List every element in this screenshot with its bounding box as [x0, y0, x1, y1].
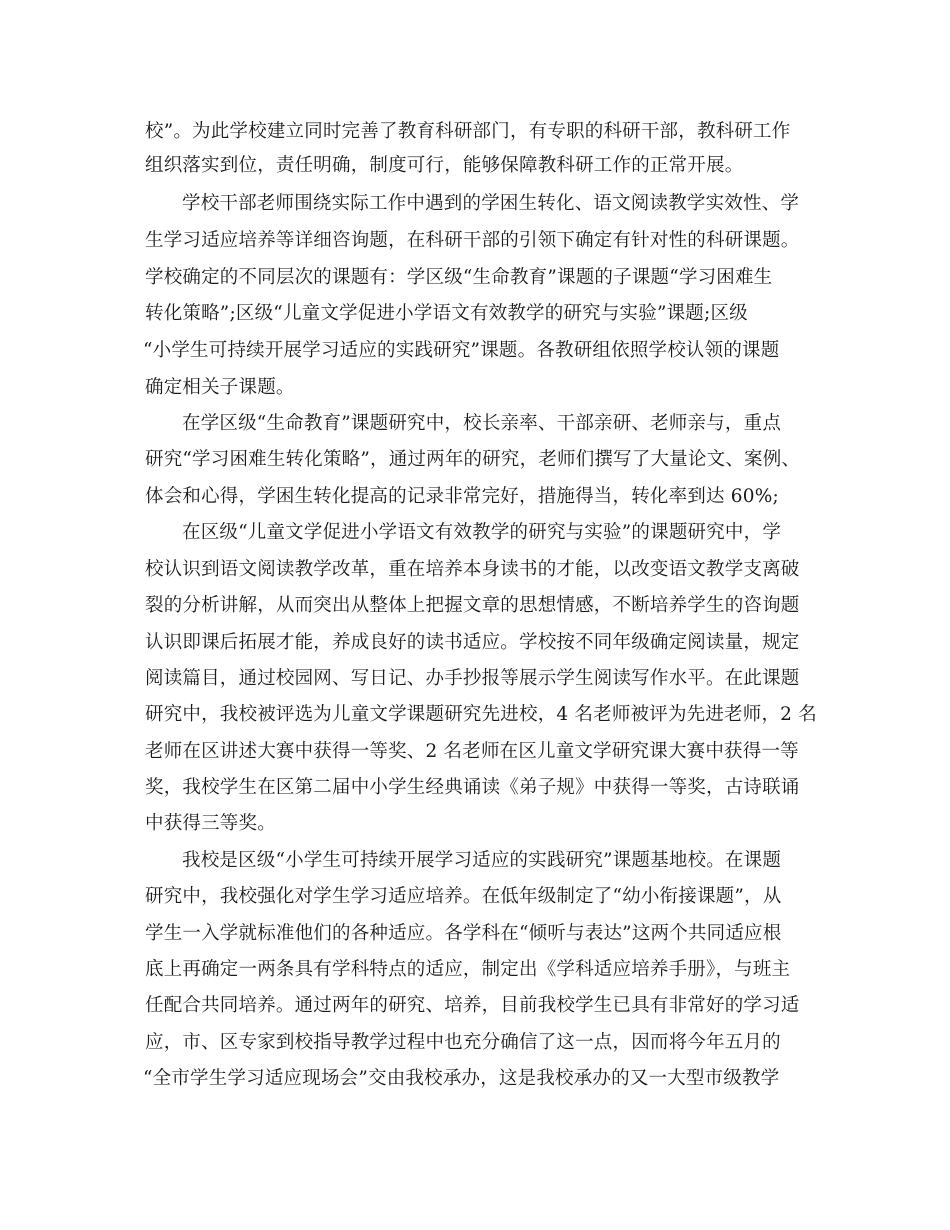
paragraph-start-line: 在区级“儿童文学促进小学语文有效教学的研究与实验”的课题研究中，学	[182, 522, 782, 543]
text-line: 校认识到语文阅读教学改革，重在培养本身读书的才能，以改变语文教学支离破	[145, 559, 800, 580]
text-line: 认识即课后拓展才能，养成良好的读书适应。学校按不同年级确定阅读量，规定	[145, 632, 800, 653]
text-line: 老师在区讲述大赛中获得一等奖、2 名老师在区儿童文学研究课大赛中获得一等	[145, 741, 799, 762]
text-line: 裂的分析讲解，从而突出从整体上把握文章的思想情感，不断培养学生的咨询题	[145, 595, 800, 616]
text-line: 中获得三等奖。	[145, 813, 276, 834]
text-line: 底上再确定一两条具有学科特点的适应，制定出《学科适应培养手册》，与班主	[145, 959, 791, 980]
text-line: 应，市、区专家到校指导教学过程中也充分确信了这一点，因而将今年五月的	[145, 1032, 781, 1053]
paragraph-start-line: 在学区级“生命教育”课题研究中，校长亲率、干部亲研、老师亲与，重点	[182, 413, 782, 434]
text-line: 学生一入学就标准他们的各种适应。各学科在“倾听与表达”这两个共同适应根	[145, 923, 782, 944]
paragraph-start-line: 我校是区级“小学生可持续开展学习适应的实践研究”课题基地校。在课题	[182, 850, 782, 871]
text-line: 学校确定的不同层次的课题有：学区级“生命教育”课题的子课题“学习困难生	[145, 267, 773, 288]
text-line: 校”。为此学校建立同时完善了教育科研部门，有专职的科研干部，教科研工作	[145, 121, 791, 142]
paragraph-start-line: 学校干部老师围绕实际工作中遇到的学困生转化、语文阅读教学实效性、学	[182, 193, 800, 214]
text-line: 阅读篇目，通过校园网、写日记、办手抄报等展示学生阅读写作水平。在此课题	[145, 668, 800, 689]
text-line: 任配合共同培养。通过两年的研究、培养，目前我校学生已具有非常好的学习适	[145, 995, 800, 1016]
text-line: 研究中，我校强化对学生学习适应培养。在低年级制定了“幼小衔接课题”，从	[145, 886, 782, 907]
text-line: 确定相关子课题。	[145, 377, 295, 398]
text-line: 转化策略”;区级“儿童文学促进小学语文有效教学的研究与实验”课题;区级	[145, 303, 748, 324]
text-line: 奖，我校学生在区第二届中小学生经典诵读《弟子规》中获得一等奖，古诗联诵	[145, 777, 800, 798]
text-line: 体会和心得，学困生转化提高的记录非常完好，措施得当，转化率到达 60%;	[145, 486, 779, 507]
text-line: “全市学生学习适应现场会”交由我校承办，这是我校承办的又一大型市级教学	[143, 1068, 780, 1089]
text-line: 研究“学习困难生转化策略”，通过两年的研究，老师们撰写了大量论文、案例、	[145, 449, 801, 470]
text-line: “小学生可持续开展学习适应的实践研究”课题。各教研组依照学校认领的课题	[143, 340, 780, 361]
text-line: 组织落实到位，责任明确，制度可行，能够保障教科研工作的正常开展。	[145, 155, 744, 176]
text-line: 研究中，我校被评选为儿童文学课题研究先进校，4 名老师被评为先进老师，2 名	[145, 704, 817, 725]
text-line: 生学习适应培养等详细咨询题，在科研干部的引领下确定有针对性的科研课题。	[145, 230, 800, 251]
